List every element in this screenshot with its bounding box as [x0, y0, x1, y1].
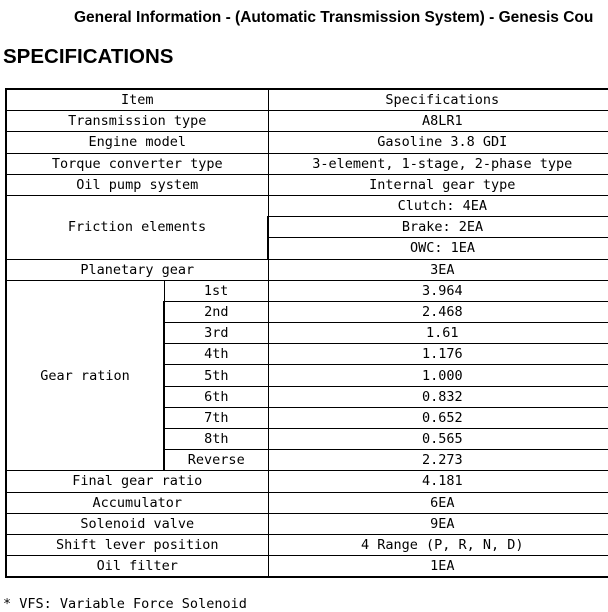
spec-value: Internal gear type — [268, 174, 608, 195]
gear-label: 1st — [164, 280, 268, 301]
spec-value: 1EA — [268, 556, 608, 578]
gear-label: 6th — [164, 386, 268, 407]
item-label: Transmission type — [6, 111, 268, 132]
gear-label: Reverse — [164, 450, 268, 471]
gear-label: 3rd — [164, 323, 268, 344]
item-label: Final gear ratio — [6, 471, 268, 492]
gear-label: 7th — [164, 407, 268, 428]
spec-value: 3EA — [268, 259, 608, 280]
item-label: Planetary gear — [6, 259, 268, 280]
spec-value: OWC: 1EA — [268, 238, 608, 259]
spec-value: 0.652 — [268, 407, 608, 428]
spec-value: Clutch: 4EA — [268, 195, 608, 216]
table-row — [6, 132, 608, 153]
gear-label: 4th — [164, 344, 268, 365]
spec-value: 0.565 — [268, 429, 608, 450]
spec-value: 6EA — [268, 492, 608, 513]
table-row — [6, 556, 608, 578]
table-row — [6, 153, 608, 174]
table-row — [6, 195, 608, 216]
item-label: Shift lever position — [6, 534, 268, 555]
table-row — [6, 259, 608, 280]
item-label: Oil pump system — [6, 174, 268, 195]
spec-value: Gasoline 3.8 GDI — [268, 132, 608, 153]
table-row — [6, 280, 608, 301]
item-label: Friction elements — [6, 195, 268, 259]
item-label: Torque converter type — [6, 153, 268, 174]
column-header-item: Item — [6, 89, 268, 111]
item-label: Gear ration — [6, 280, 164, 471]
spec-value: 1.176 — [268, 344, 608, 365]
section-title: SPECIFICATIONS — [3, 45, 174, 68]
gear-label: 5th — [164, 365, 268, 386]
spec-value: 0.832 — [268, 386, 608, 407]
item-label: Solenoid valve — [6, 513, 268, 534]
spec-value: 2.468 — [268, 301, 608, 322]
item-label: Oil filter — [6, 556, 268, 578]
column-header-specifications: Specifications — [268, 89, 608, 111]
spec-value: 1.61 — [268, 323, 608, 344]
table-row — [6, 174, 608, 195]
gear-label: 2nd — [164, 301, 268, 322]
spec-value: 4 Range (P, R, N, D) — [268, 534, 608, 555]
spec-value: Brake: 2EA — [268, 217, 608, 238]
table-row — [6, 471, 608, 492]
footnote: * VFS: Variable Force Solenoid — [3, 596, 247, 612]
table-header-row — [6, 89, 608, 111]
item-label: Accumulator — [6, 492, 268, 513]
gear-label: 8th — [164, 429, 268, 450]
item-label: Engine model — [6, 132, 268, 153]
document-header: General Information - (Automatic Transmission System) - Genesis Cou — [74, 9, 594, 26]
table-row — [6, 534, 608, 555]
spec-value: 4.181 — [268, 471, 608, 492]
table-row — [6, 111, 608, 132]
table-row — [6, 513, 608, 534]
spec-value: 3.964 — [268, 280, 608, 301]
spec-value: 2.273 — [268, 450, 608, 471]
spec-value: A8LR1 — [268, 111, 608, 132]
spec-value: 3-element, 1-stage, 2-phase type — [268, 153, 608, 174]
table-row — [6, 492, 608, 513]
spec-value: 9EA — [268, 513, 608, 534]
spec-value: 1.000 — [268, 365, 608, 386]
specifications-table — [5, 88, 608, 578]
